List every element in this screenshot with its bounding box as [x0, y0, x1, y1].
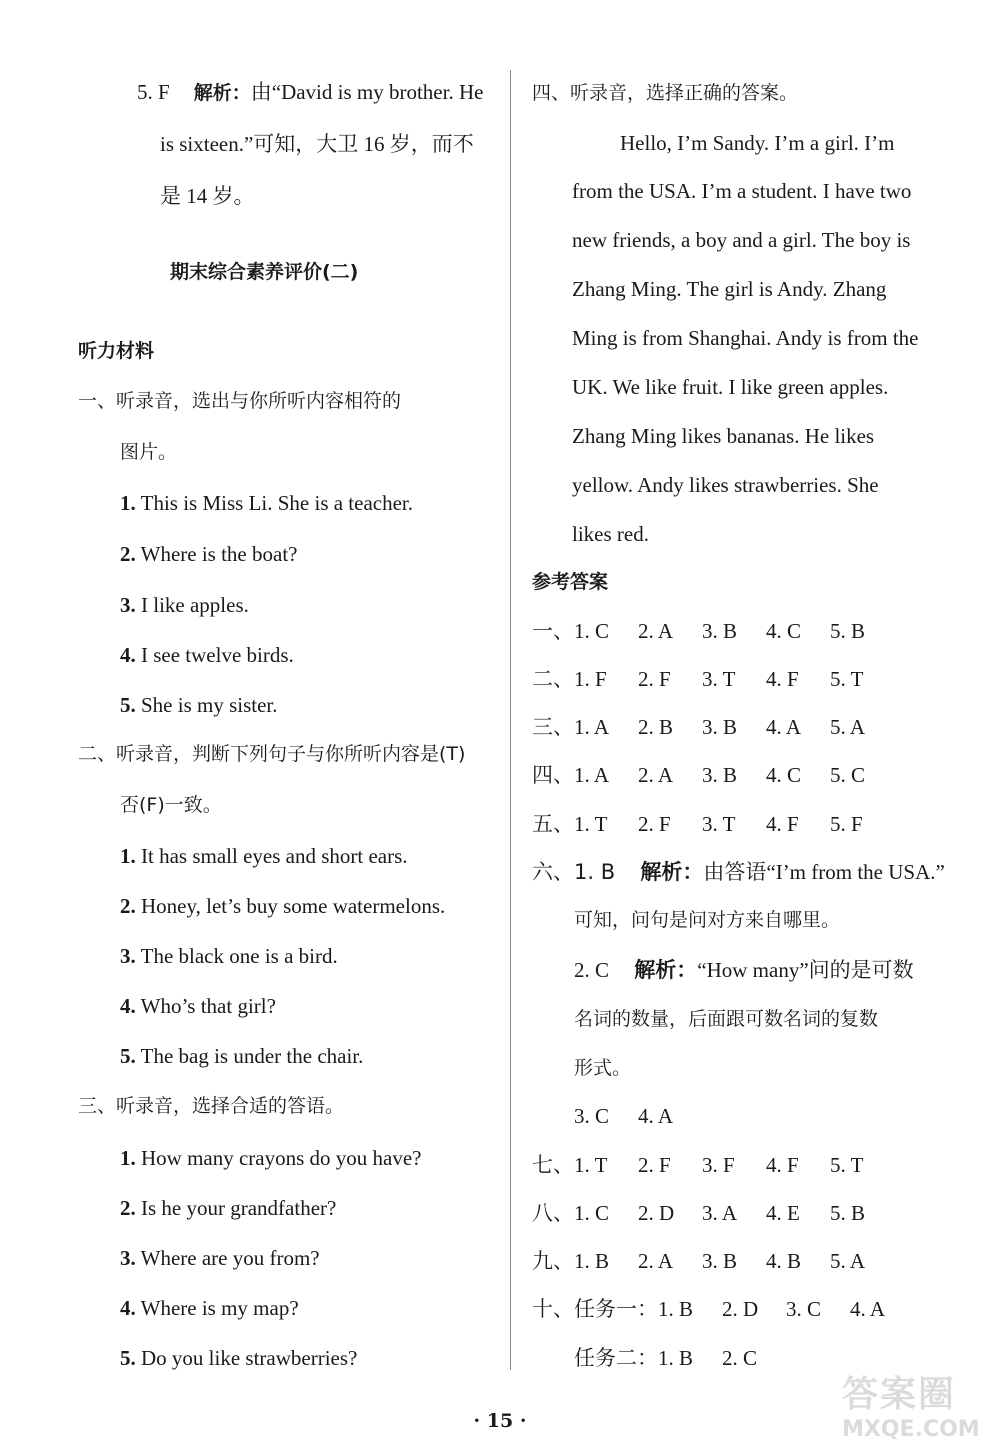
list-item: 4. I see twelve birds.: [120, 643, 294, 667]
list-item: 1. This is Miss Li. She is a teacher.: [120, 491, 414, 515]
column-divider: [510, 70, 511, 1370]
part3-title: 三、听录音，选择合适的答语。: [78, 1095, 345, 1117]
answer-row: 七、1. T 2. F 3. F 4. F 5. T: [532, 1153, 864, 1177]
watermark-top: 答案圈: [842, 1374, 957, 1415]
part4-title: 四、听录音，选择正确的答案。: [532, 82, 799, 104]
listening-title: 听力材料: [78, 340, 155, 362]
page-number: · 15 ·: [473, 1410, 527, 1432]
prev-answer-num: 5. F: [137, 80, 170, 104]
answer-row: 八、1. C 2. D 3. A 4. E 5. B: [532, 1201, 866, 1225]
list-item: 3. I like apples.: [120, 593, 249, 617]
answer-row: 三、1. A 2. B 3. B 4. A 5. A: [532, 715, 866, 739]
part2-title-cont: 否(F)一致。: [120, 794, 222, 816]
list-item: 4. Where is my map?: [120, 1296, 299, 1320]
part1-title-cont: 图片。: [120, 441, 178, 463]
answer-row: 五、1. T 2. F 3. T 4. F 5. F: [532, 812, 863, 836]
passage-line: new friends, a boy and a girl. The boy is: [572, 228, 911, 252]
list-item: 2. Where is the boat?: [120, 542, 298, 566]
watermark-logo: [842, 1366, 992, 1441]
list-item: 1. It has small eyes and short ears.: [120, 844, 408, 868]
prev-answer-line3: 是 14 岁。: [160, 184, 255, 208]
passage-line: UK. We like fruit. I like green apples.: [572, 375, 889, 399]
list-item: 2. Is he your grandfather?: [120, 1196, 337, 1220]
list-item: 4. Who’s that girl?: [120, 994, 276, 1018]
answer-row: 四、1. A 2. A 3. B 4. C 5. C: [532, 763, 866, 787]
prev-answer-text: 由“David is my brother. He: [250, 80, 484, 104]
answers-title: 参考答案: [532, 571, 609, 593]
list-item: 3. Where are you from?: [120, 1246, 320, 1270]
part6-q1: 六、1. B 解析：由答语“I’m from the USA.”: [532, 860, 945, 884]
analysis-label: 解析：: [193, 82, 251, 104]
passage-line: Zhang Ming. The girl is Andy. Zhang: [572, 277, 887, 301]
list-item: 2. Honey, let’s buy some watermelons.: [120, 894, 446, 918]
passage-line: Hello, I’m Sandy. I’m a girl. I’m: [620, 131, 895, 155]
part6-q1-cont: 可知，问句是问对方来自哪里。: [574, 909, 841, 931]
part6-q2-cont2: 形式。: [574, 1057, 632, 1079]
part1-title: 一、听录音，选出与你所听内容相符的: [78, 390, 402, 412]
list-item: 3. The black one is a bird.: [120, 944, 338, 968]
section-title: 期末综合素养评价(二): [170, 261, 359, 283]
passage-line: from the USA. I’m a student. I have two: [572, 179, 912, 203]
passage-line: likes red.: [572, 522, 649, 546]
watermark-bottom: MXQE.COM: [842, 1417, 980, 1442]
list-item: 1. How many crayons do you have?: [120, 1146, 422, 1170]
passage-line: yellow. Andy likes strawberries. She: [572, 473, 879, 497]
part10-task2: 任务二：1. B 2. C: [574, 1346, 758, 1370]
list-item: 5. She is my sister.: [120, 693, 278, 717]
part6-q2-cont: 名词的数量，后面跟可数名词的复数: [574, 1008, 879, 1030]
prev-answer-line1: [137, 82, 483, 103]
passage-line: Ming is from Shanghai. Andy is from the: [572, 326, 919, 350]
prev-answer-line2: is sixteen.”可知，大卫 16 岁，而不: [160, 132, 474, 156]
part6-q2: 2. C 解析：“How many”问的是可数: [574, 958, 914, 982]
part6-q34: 3. C 4. A: [574, 1104, 674, 1128]
part10-task1: 十、任务一：1. B 2. D 3. C 4. A: [532, 1297, 886, 1321]
answer-row: 二、1. F 2. F 3. T 4. F 5. T: [532, 667, 864, 691]
answer-row: 一、1. C 2. A 3. B 4. C 5. B: [532, 619, 866, 643]
list-item: 5. Do you like strawberries?: [120, 1346, 358, 1370]
answer-row: 九、1. B 2. A 3. B 4. B 5. A: [532, 1249, 866, 1273]
list-item: 5. The bag is under the chair.: [120, 1044, 364, 1068]
passage-line: Zhang Ming likes bananas. He likes: [572, 424, 875, 448]
part2-title: 二、听录音，判断下列句子与你所听内容是(T): [78, 743, 466, 765]
